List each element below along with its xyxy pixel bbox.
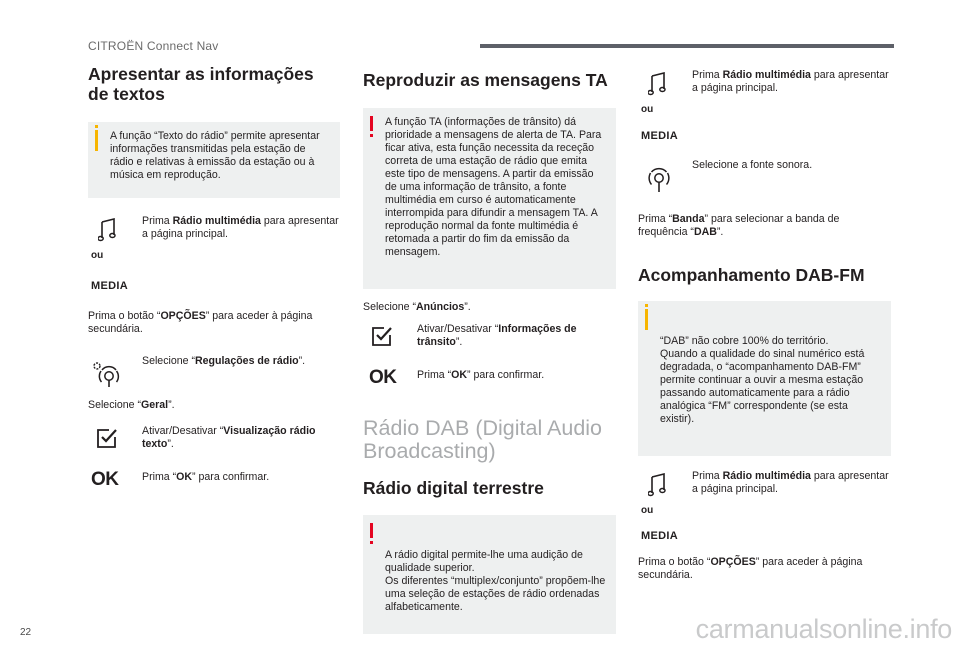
paragraph: Selecione “Geral”. <box>88 399 175 411</box>
column-3 <box>638 64 891 582</box>
checkbox-icon[interactable] <box>96 427 118 449</box>
paragraph: Prima o botão “OPÇÕES” para aceder à página secundária. <box>88 310 313 335</box>
step-confirm: OK Prima “OK” para confirmar. <box>369 367 545 388</box>
section-heading: Rádio digital terrestre <box>363 478 544 498</box>
step-confirm: OK Prima “OK” para confirmar. <box>91 469 270 490</box>
step-radio-multimedia: ou MEDIA Prima Rádio multimédia para apresentar a página principal. <box>641 69 889 142</box>
warning-note: A função TA (informações de trânsito) dá prioridade a mensagens de alerta de TA. Para ficar ativa, esta função necessita da receção correta de uma estação de rádio que emita este tipo de mensagens. A partir da emissão de uma informação de trânsito, a fonte multimédia em curso é automaticamente interrompida para difundir a mensagem TA. A reprodução normal da fonte multimédia é retomada a partir do fim da emissão da mensagem. <box>363 108 616 289</box>
ok-button[interactable]: OK <box>369 367 397 388</box>
column-2 <box>363 64 616 634</box>
music-note-icon <box>648 72 666 96</box>
step-toggle-radio-text: Ativar/Desativar “Visualização rádio texto”. <box>88 425 340 471</box>
or-label: ou <box>641 505 654 516</box>
info-note: A função “Texto do rádio” permite apresentar informações transmitidas pela estação de rádio e relativas à emissão da estação ou à música em reprodução. <box>88 122 340 198</box>
step-radio-multimedia: ou MEDIA Prima Rádio multimédia para apresentar a página principal. <box>641 470 889 542</box>
or-label: ou <box>641 104 654 115</box>
section-heading: Reproduzir as mensagens TA <box>363 70 608 90</box>
media-button[interactable]: MEDIA <box>641 130 678 142</box>
chapter-title: Rádio DAB (Digital Audio Broadcasting) <box>363 416 603 463</box>
column-1 <box>88 64 340 501</box>
section-heading: Apresentar as informações de textos <box>88 64 314 104</box>
step-toggle-traffic-info: Ativar/Desativar “Informações de trânsito”. <box>363 323 616 369</box>
header-bar <box>480 44 894 48</box>
ok-button[interactable]: OK <box>91 469 119 490</box>
warning-icon <box>370 116 373 131</box>
page-number: 22 <box>20 627 32 638</box>
warning-note: A rádio digital permite-lhe uma audição de qualidade superior. Os diferentes “multiplex/conjunto” propõem-lhe uma seleção de estações de rádio ordenadas alfabeticamente. <box>363 515 616 634</box>
paragraph: Selecione “Anúncios”. <box>363 301 471 313</box>
header-title: CITROËN Connect Nav <box>88 39 219 53</box>
checkbox-icon[interactable] <box>371 325 393 347</box>
or-label: ou <box>91 250 104 261</box>
step-radio-multimedia: ou MEDIA Prima Rádio multimédia para apresentar a página principal. <box>91 215 339 292</box>
info-icon <box>95 130 98 151</box>
step-radio-settings: Selecione “Regulações de rádio”. <box>88 355 340 397</box>
media-button[interactable]: MEDIA <box>641 530 678 542</box>
paragraph: Prima o botão “OPÇÕES” para aceder à página secundária. <box>638 556 863 581</box>
info-icon <box>645 309 648 330</box>
paragraph: Prima “Banda” para selecionar a banda de frequência “DAB”. <box>638 213 840 238</box>
radio-settings-icon[interactable] <box>91 359 121 389</box>
warning-icon <box>370 523 373 538</box>
music-note-icon <box>648 473 666 497</box>
radio-antenna-icon[interactable] <box>644 165 674 195</box>
info-note: “DAB” não cobre 100% do território. Quando a qualidade do sinal numérico está degradada, o “acompanhamento DAB-FM” permite continuar a ouvir a mesma estação passando automaticamente para a rádio analógica “FM” correspondente (se esta existir). <box>638 301 891 456</box>
step-select-source: Selecione a fonte sonora. <box>638 159 891 213</box>
music-note-icon <box>98 218 116 242</box>
section-heading: Acompanhamento DAB-FM <box>638 265 865 285</box>
watermark: carmanualsonline.info <box>695 614 952 644</box>
media-button[interactable]: MEDIA <box>91 280 128 292</box>
